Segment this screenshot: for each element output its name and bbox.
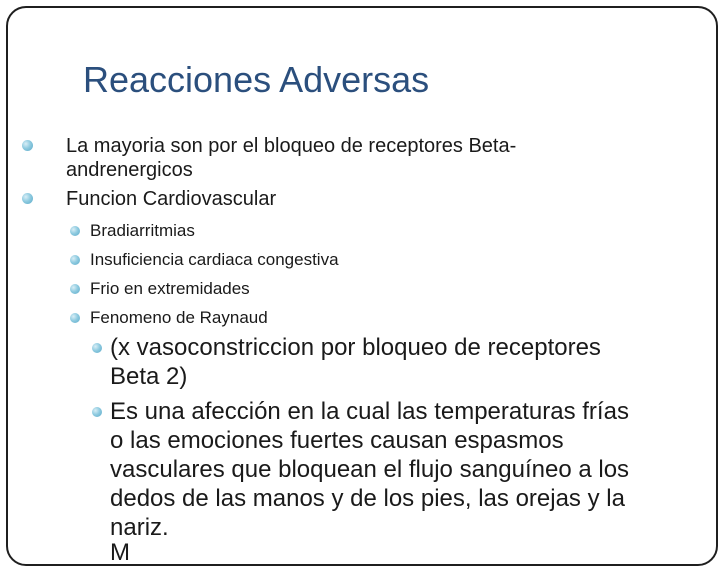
bullet-icon bbox=[92, 343, 102, 353]
sub-bullet-text: Bradiarritmias bbox=[90, 221, 195, 240]
bullet-text-2: Funcion Cardiovascular bbox=[66, 188, 277, 210]
subsub-bullet-2-line-4: dedos de las manos y de los pies, las orejas y la bbox=[110, 485, 625, 512]
bullet-icon bbox=[70, 226, 80, 236]
subsub-bullet-2-line-3: vasculares que bloquean el flujo sanguíneo a los bbox=[110, 456, 630, 483]
slide-title: Reacciones Adversas bbox=[83, 59, 430, 100]
bullet-icon bbox=[70, 255, 80, 265]
subsub-bullet-2-line-1: Es una afección en la cual las temperaturas frías bbox=[110, 398, 629, 425]
sub-bullet-text: Frio en extremidades bbox=[90, 279, 250, 298]
cut-off-text: M bbox=[110, 539, 130, 566]
bullet-icon bbox=[70, 284, 80, 294]
sub-bullet-text: Fenomeno de Raynaud bbox=[90, 308, 268, 327]
bullet-icon bbox=[22, 193, 33, 204]
subsub-bullet-1-line-1: (x vasoconstriccion por bloqueo de receptores bbox=[110, 334, 601, 361]
bullet-text-1-line-2: andrenergicos bbox=[66, 159, 193, 181]
sub-bullet-text: Insuficiencia cardiaca congestiva bbox=[90, 250, 339, 269]
bullet-icon bbox=[22, 140, 33, 151]
bullet-text-1-line-1: La mayoria son por el bloqueo de receptores Beta- bbox=[66, 135, 517, 157]
subsub-bullet-1-line-2: Beta 2) bbox=[110, 363, 188, 390]
bullet-icon bbox=[92, 407, 102, 417]
bullet-icon bbox=[70, 313, 80, 323]
subsub-bullet-2-line-5: nariz. bbox=[110, 514, 169, 541]
subsub-bullet-2-line-2: o las emociones fuertes causan espasmos bbox=[110, 427, 564, 454]
